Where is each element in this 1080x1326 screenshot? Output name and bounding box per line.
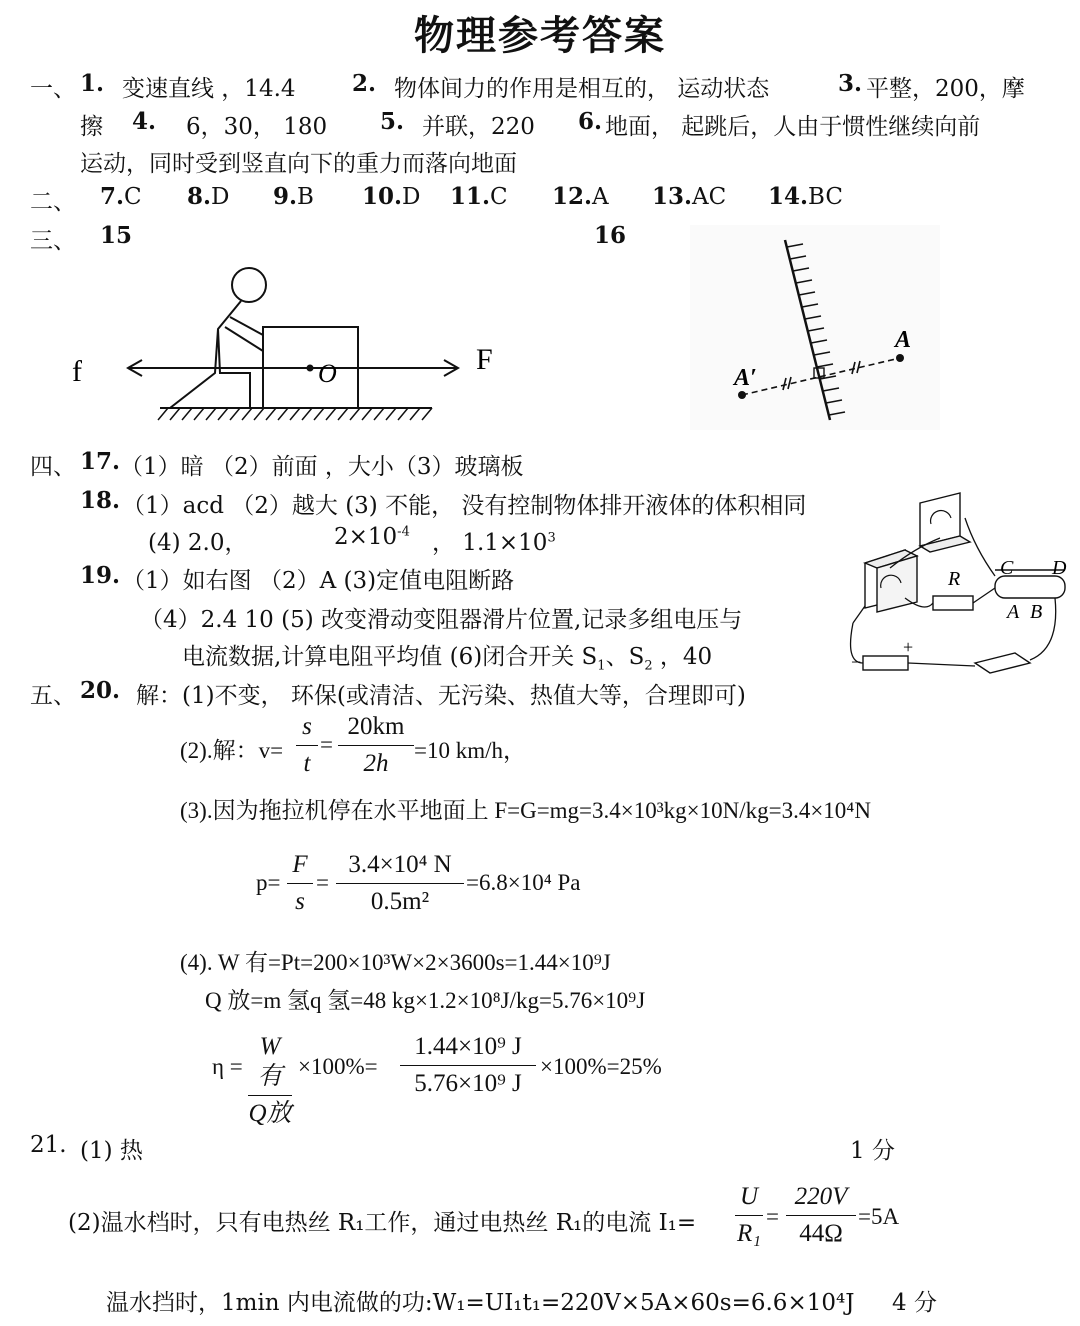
- q19-number: 19.: [80, 562, 121, 589]
- pressure-denominator: s: [295, 888, 305, 915]
- q20-part2-label: (2).解：v=: [180, 738, 284, 763]
- point-a: [896, 354, 904, 362]
- battery: [863, 656, 908, 670]
- label-d: D: [1052, 557, 1067, 579]
- mirror-diagram: [690, 225, 940, 430]
- q20-part4-work: (4). W 有=Pt=200×10³W×2×3600s=1.44×10⁹J: [180, 950, 611, 975]
- pressure-fraction-1: [287, 850, 313, 917]
- switch: [975, 653, 1030, 673]
- pressure-numerator: F: [292, 851, 308, 878]
- q10-number: 10.: [362, 183, 403, 210]
- equals-sign-3: =: [766, 1204, 779, 1229]
- q14-number: 14.: [768, 183, 809, 210]
- q18-density-exp: 3: [547, 530, 556, 546]
- time-value: 2h: [363, 750, 389, 777]
- q3-answer: 平整，200，摩: [866, 76, 1025, 102]
- rheostat: [995, 576, 1065, 598]
- velocity-denominator: t: [303, 750, 311, 777]
- q21-part3: 温水挡时，1min 内电流做的功:W₁=UI₁t₁=220V×5A×60s=6.6×10⁴J: [106, 1290, 855, 1316]
- label-a-prime: A′: [734, 365, 757, 391]
- distance-value: 20km: [347, 713, 405, 740]
- section3-label: 三、: [30, 228, 76, 254]
- heat-value: 5.76×10⁹ J: [414, 1070, 522, 1097]
- q18-number: 18.: [80, 487, 121, 514]
- q20-part3: (3).因为拖拉机停在水平地面上 F=G=mg=3.4×10³kg×10N/kg=3.4×10⁴N: [180, 798, 871, 823]
- q9-number: 9.: [273, 183, 298, 210]
- q18-density: [432, 524, 556, 557]
- label-a-terminal: A: [1007, 601, 1020, 623]
- q14-answer: BC: [808, 184, 843, 210]
- q10-answer: D: [402, 184, 421, 210]
- q19-answer-b: （4）2.4 10 (5) 改变滑动变阻器滑片位置,记录多组电压与: [140, 607, 743, 633]
- q1-number: 1.: [80, 70, 105, 97]
- q13-number: 13.: [652, 183, 693, 210]
- efficiency-result: ×100%=25%: [540, 1054, 662, 1079]
- label-f: f: [72, 355, 82, 388]
- q2-number: 2.: [352, 70, 377, 97]
- q20-part4-heat: Q 放=m 氢q 氢=48 kg×1.2×10⁸J/kg=5.76×10⁹J: [205, 988, 646, 1013]
- label-r: R: [948, 568, 961, 590]
- velocity-result: =10 km/h，: [414, 738, 527, 763]
- q20-number: 20.: [80, 677, 121, 704]
- q17-answer: （1）暗 （2）前面 ，大小（3）玻璃板: [120, 454, 524, 480]
- label-plus: +: [903, 637, 914, 657]
- q18-volume: [334, 524, 410, 550]
- q21-number: 21.: [30, 1132, 67, 1158]
- label-a: A: [895, 327, 912, 353]
- efficiency-label: η =: [212, 1054, 243, 1079]
- ground-hatching: [158, 408, 432, 420]
- velocity-fraction-2: [338, 712, 414, 779]
- q21-part2: (2)温水档时，只有电热丝 R₁工作，通过电热丝 R₁的电流 I₁=: [68, 1210, 697, 1236]
- section4-label: 四、: [30, 454, 76, 480]
- q12-answer: A: [592, 184, 609, 210]
- q20-part1: 解：(1)不变， 环保(或清洁、无污染、热值大等，合理即可): [136, 683, 746, 709]
- resistance-value: 44Ω: [799, 1220, 843, 1247]
- person-body: [170, 301, 250, 408]
- q8-answer: D: [211, 184, 230, 210]
- q19-answer-c-text: 电流数据,计算电阻平均值 (6)闭合开关 S: [182, 644, 598, 670]
- q18-density-base: ， 1.1×10: [432, 530, 548, 556]
- q16-number: 16: [594, 222, 627, 249]
- q21-part1-score: 1 分: [850, 1138, 895, 1164]
- label-c: C: [1000, 557, 1014, 579]
- q9-answer: B: [297, 184, 314, 210]
- pressure-label: p=: [256, 870, 281, 895]
- q1-answer: 变速直线 ，14.4: [122, 76, 296, 102]
- q13-answer: AC: [692, 184, 727, 210]
- q4-answer: 6，30， 180: [186, 114, 328, 140]
- pressure-fraction-2: [336, 850, 464, 917]
- q11-number: 11.: [450, 183, 491, 210]
- current-fraction-1: [735, 1182, 763, 1249]
- center-point: [307, 365, 314, 372]
- useful-work-symbol: W有: [257, 1033, 283, 1090]
- person-head: [232, 268, 266, 302]
- voltage-symbol: U: [739, 1183, 759, 1210]
- force-value: 3.4×10⁴ N: [348, 851, 452, 878]
- velocity-numerator: s: [302, 713, 312, 740]
- person-arms: [225, 317, 263, 351]
- q7-number: 7.: [100, 183, 125, 210]
- velocity-fraction-1: [296, 712, 318, 779]
- q6-number: 6.: [578, 108, 603, 135]
- force-diagram: [60, 255, 530, 430]
- page-title: 物理参考答案: [414, 13, 666, 59]
- resistance-symbol: R₁: [737, 1220, 761, 1247]
- q4-number: 4.: [132, 108, 157, 135]
- q19-answer-c-mid: 、S: [605, 644, 645, 670]
- circuit-diagram: [845, 488, 1075, 688]
- q19-s1-sub: 1: [597, 658, 606, 674]
- q21-part3-score: 4 分: [892, 1290, 937, 1316]
- q21-part1: (1) 热: [80, 1138, 143, 1164]
- q2-answer: 物体间力的作用是相互的， 运动状态: [394, 76, 770, 102]
- q18-answer: （1）acd （2）越大 (3) 不能， 没有控制物体排开液体的体积相同: [122, 493, 807, 519]
- efficiency-fraction-1: [248, 1032, 292, 1129]
- current-result: =5A: [858, 1204, 900, 1229]
- q5-number: 5.: [380, 108, 405, 135]
- voltage-value: 220V: [794, 1183, 848, 1210]
- section5-label: 五、: [30, 683, 76, 709]
- label-minus: −: [851, 652, 862, 672]
- label-F: F: [476, 343, 493, 376]
- q8-number: 8.: [187, 183, 212, 210]
- q7-answer: C: [124, 184, 142, 210]
- q15-number: 15: [100, 222, 133, 249]
- q5-answer: 并联，220: [422, 114, 535, 140]
- heat-released-symbol: Q放: [248, 1100, 292, 1127]
- q18-volume-base: 2×10: [334, 524, 398, 550]
- q17-number: 17.: [80, 448, 121, 475]
- equals-sign-2: =: [316, 870, 329, 895]
- section2-label: 二、: [30, 189, 76, 215]
- q3-number: 3.: [838, 70, 863, 97]
- label-b-terminal: B: [1030, 601, 1043, 623]
- efficiency-mid: ×100%=: [298, 1054, 378, 1079]
- q12-number: 12.: [552, 183, 593, 210]
- work-value: 1.44×10⁹ J: [414, 1033, 522, 1060]
- q19-s2-sub: 2: [644, 658, 653, 674]
- q11-answer: C: [490, 184, 508, 210]
- section1-label: 一、: [30, 76, 76, 102]
- q6-answer: 地面， 起跳后，人由于惯性继续向前: [605, 114, 981, 140]
- pressure-result: =6.8×10⁴ Pa: [466, 870, 581, 895]
- point-a-prime: [738, 391, 746, 399]
- q19-answer-c-end: ，40: [652, 644, 713, 670]
- equals-sign-1: =: [320, 732, 333, 757]
- q19-answer-c: [182, 638, 712, 674]
- resistor: [933, 596, 973, 610]
- label-O: O: [318, 359, 337, 388]
- q18-volume-exp: -4: [397, 524, 410, 540]
- efficiency-fraction-2: [400, 1032, 536, 1099]
- q3-answer-cont: 擦: [80, 114, 103, 140]
- q19-answer: （1）如右图 （2）A (3)定值电阻断路: [122, 568, 515, 594]
- q6-answer-cont: 运动，同时受到竖直向下的重力而落向地面: [80, 151, 517, 177]
- current-fraction-2: [786, 1182, 856, 1249]
- area-value: 0.5m²: [370, 888, 430, 915]
- q18-part4: (4) 2.0，: [148, 530, 248, 556]
